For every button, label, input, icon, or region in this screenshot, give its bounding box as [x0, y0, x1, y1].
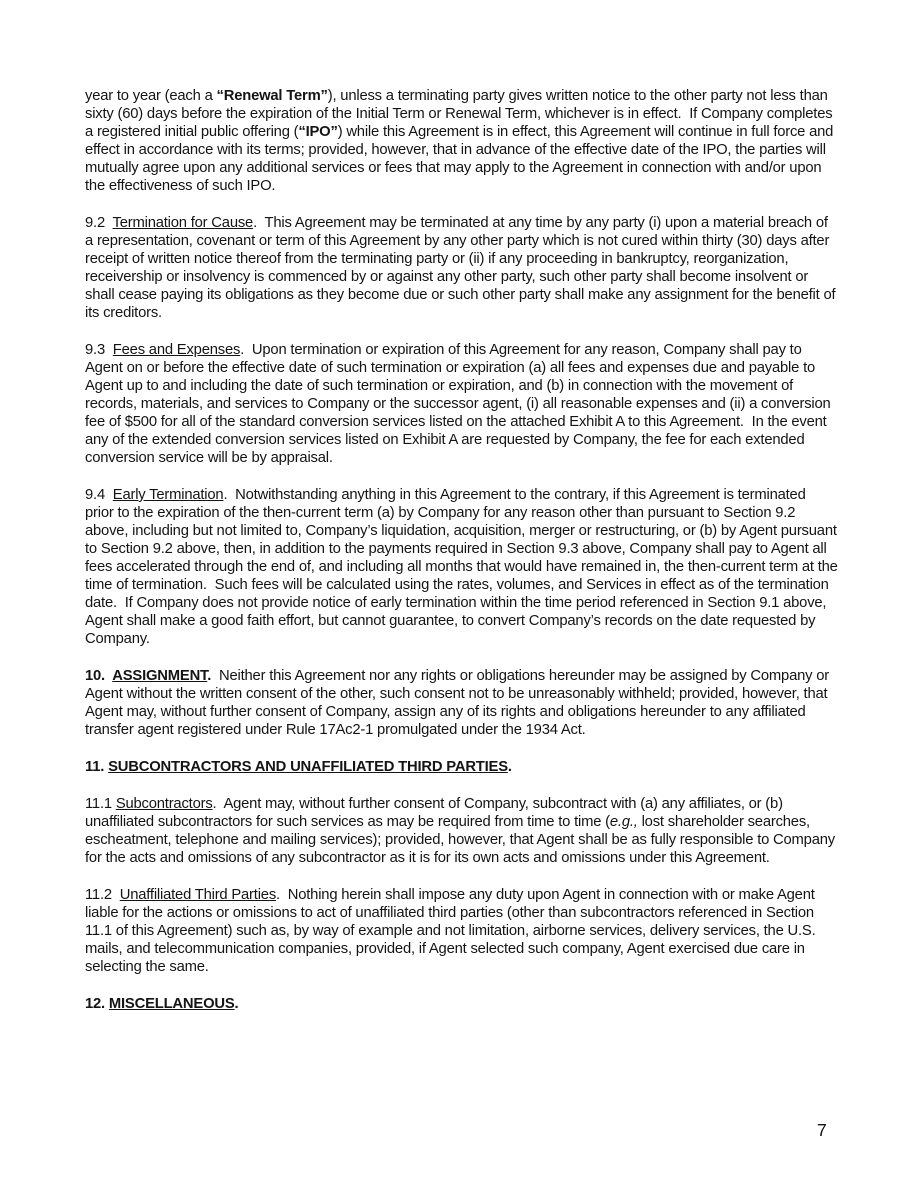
section-title: Termination for Cause: [112, 215, 254, 231]
section-11-1-subcontractors: [85, 795, 838, 867]
page-number: 7: [817, 1120, 827, 1140]
section-number: 11.: [85, 759, 109, 775]
section-title: Early Termination: [112, 487, 224, 503]
section-11-2-unaffiliated-third-parties: [85, 886, 838, 976]
section-title-period: .: [207, 668, 212, 684]
body-text: ) while this Agreement is in effect, this Agreement will continue in full force and effect in accordance with its terms; provided, however, that in advance of the effective date of the IPO, the parties will mutually agree upon any additional services or fees that may apply to the Agreement in connection with and/or upon the effectiveness of such IPO.: [85, 124, 838, 194]
section-number: 11.2: [85, 887, 120, 903]
section-title: MISCELLANEOUS: [108, 996, 235, 1012]
body-text: ), unless a terminating party gives written notice to the other party not less than sixty (60) days before the expiration of the Initial Term or Renewal Term, whichever is in effect. If Company completes a registered initial public offering (: [85, 88, 837, 140]
section-number: 9.3: [85, 342, 113, 358]
section-number: 11.1: [85, 796, 116, 812]
section-12-heading: [85, 995, 838, 1013]
section-title: SUBCONTRACTORS AND UNAFFILIATED THIRD PARTIES: [108, 759, 508, 775]
section-number: 12.: [85, 996, 109, 1012]
defined-term-renewal-term: “Renewal Term”: [216, 88, 328, 104]
section-title: Subcontractors: [115, 796, 213, 812]
section-title-period: .: [234, 996, 239, 1012]
body-text: . This Agreement may be terminated at any time by any party (i) upon a material breach of a representation, covenant or term of this Agreement by any other party which is not cured within thirty (30) days after receipt of written notice thereof from the terminating party or (ii) if any proceeding in bankruptcy, reorganization, receivership or insolvency is commenced by or against any other party, such other party shall become insolvent or shall cease paying its obligations as they become due or such other party shall make any assignment for the benefit of its creditors.: [85, 215, 840, 321]
section-11-heading: [85, 758, 838, 776]
section-number: 9.2: [85, 215, 113, 231]
section-number: 9.4: [85, 487, 113, 503]
section-9-3-fees-and-expenses: [85, 341, 838, 467]
page-content: [85, 87, 842, 1032]
paragraph-renewal-term-continuation: [85, 87, 838, 195]
body-text: . Notwithstanding anything in this Agreement to the contrary, if this Agreement is terminated prior to the expiration of the then-current term (a) by Company for any reason other than pursuant to Section 9.2 above, including but not limited to, Company’s liquidation, acquisition, merger or restructuring, or (b) by Agent pursuant to Section 9.2 above, then, in addition to the payments required in Section 9.3 above, Company shall pay to Agent all fees accelerated through the end of, and including all months that would have remained in, the then-current term at the time of termination. Such fees will be calculated using the rates, volumes, and Services in effect as of the termination date. If Company does not provide notice of early termination within the time period referenced in Section 9.1 above, Agent shall make a good faith effort, but cannot guarantee, to convert Company’s records on the date requested by Company.: [85, 487, 842, 647]
body-text: lost shareholder searches, escheatment, telephone and mailing services); provided, however, that Agent shall be as fully responsible to Company for the acts and omissions of any subcontractor as it is for its own acts and omissions under this Agreement.: [85, 814, 839, 866]
section-9-2-termination-for-cause: [85, 214, 838, 322]
section-title-period: .: [507, 759, 512, 775]
body-text: . Nothing herein shall impose any duty upon Agent in connection with or make Agent liable for the actions or omissions to act of unaffiliated third parties (other than subcontractors referenced in Section 11.1 of this Agreement) such as, by way of example and not limitation, airborne services, delivery services, the U.S. mails, and telecommunication companies, provided, if Agent selected such company, Agent exercised due care in selecting the same.: [85, 887, 820, 975]
body-text: . Upon termination or expiration of this Agreement for any reason, Company shall pay to Agent on or before the effective date of such termination or expiration (a) all fees and expenses due and payable to Agent up to and including the date of such termination or expiration, and (b) in connection with the movement of records, materials, and services to Company or the successor agent, (i) all reasonable expenses and (ii) a conversion fee of $500 for all of the standard conversion services listed on the attached Exhibit A to this Agreement. In the event any of the extended conversion services listed on Exhibit A are requested by Company, the fee for each extended conversion service will be by appraisal.: [85, 342, 835, 466]
section-9-4-early-termination: [85, 486, 842, 648]
body-text: . Agent may, without further consent of Company, subcontract with (a) any affiliates, or (b) unaffiliated subcontractors for such services as may be required from time to time (: [85, 796, 787, 830]
latin-abbreviation: e.g.,: [609, 814, 638, 830]
body-text: Neither this Agreement nor any rights or obligations hereunder may be assigned by Company or Agent without the written consent of the other, such consent not to be unreasonably withheld; provided, however, that Agent may, without further consent of Company, assign any of its rights and obligations hereunder to any affiliated transfer agent registered under Rule 17Ac2-1 promulgated under the 1934 Act.: [85, 668, 833, 738]
section-10-assignment: [85, 667, 838, 739]
section-title: Fees and Expenses: [112, 342, 241, 358]
section-number: 10.: [85, 668, 113, 684]
section-title: Unaffiliated Third Parties: [119, 887, 277, 903]
body-text: year to year (each a: [85, 88, 217, 104]
section-title: ASSIGNMENT: [112, 668, 208, 684]
defined-term-ipo: “IPO”: [298, 124, 338, 140]
